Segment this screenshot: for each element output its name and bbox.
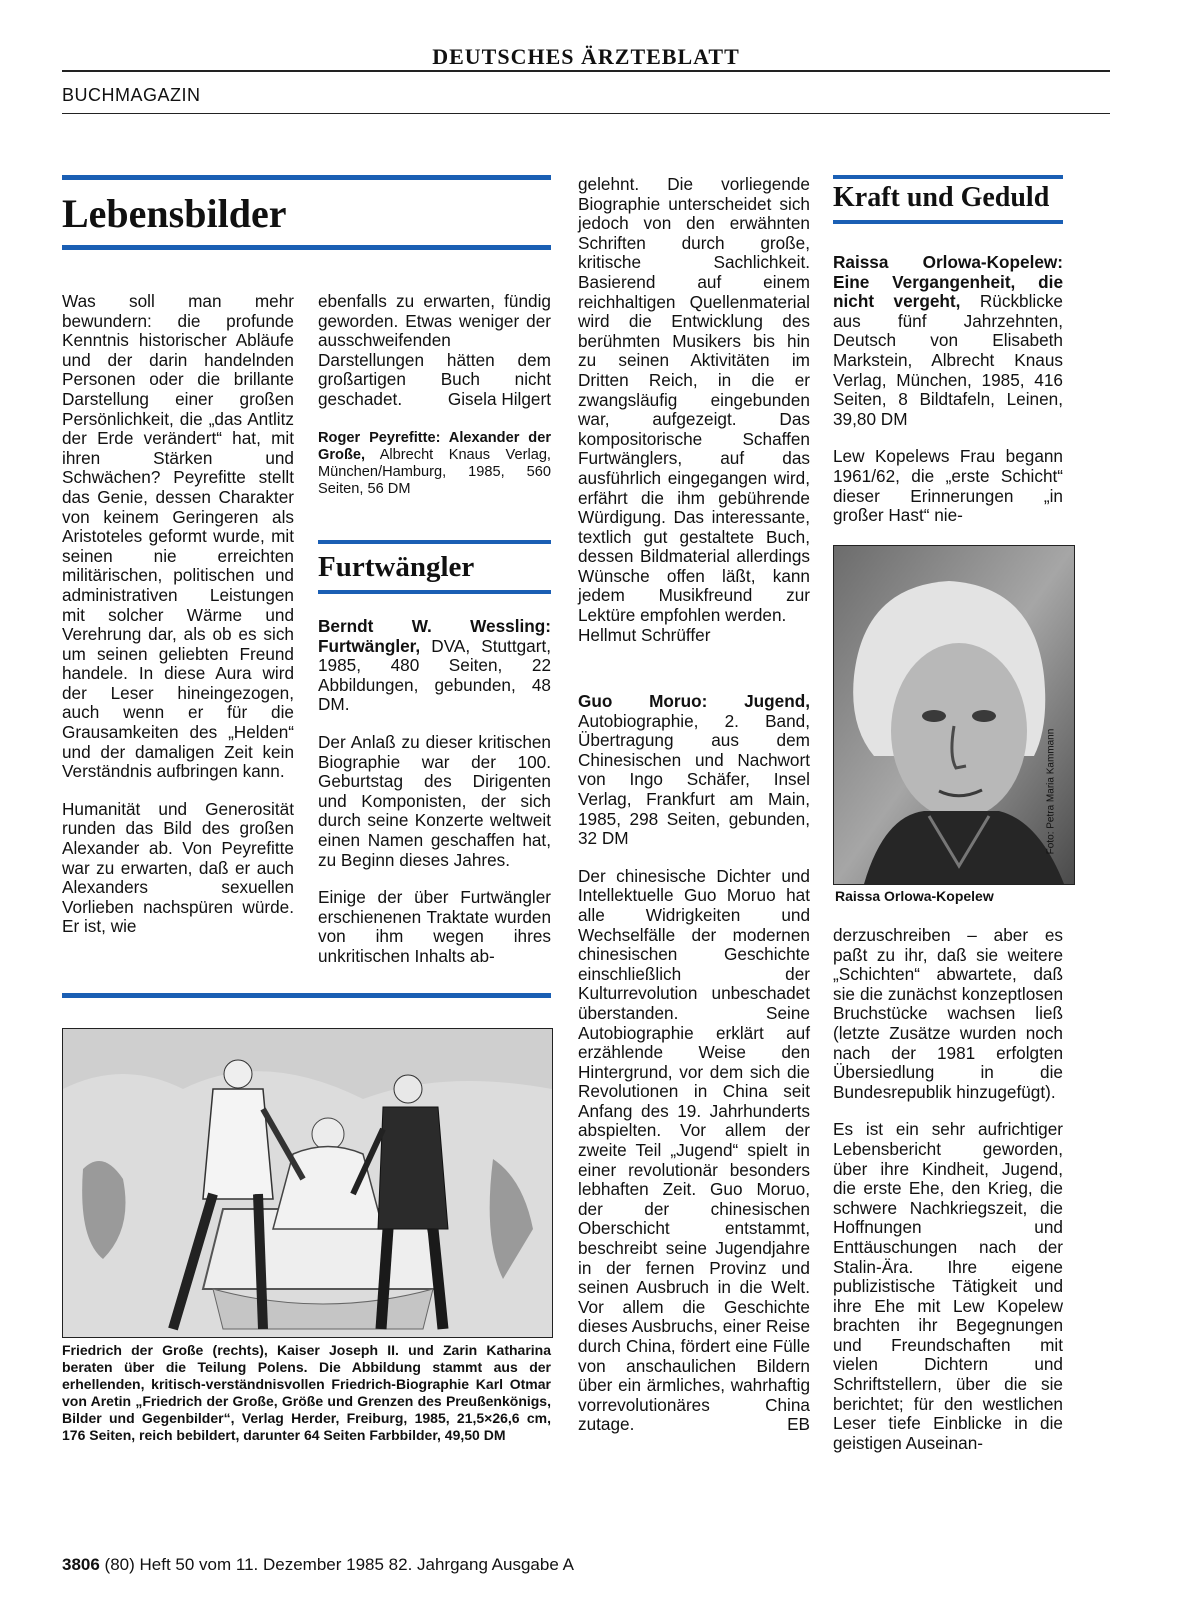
kraft-bar-bottom xyxy=(833,220,1063,224)
guo-column xyxy=(578,692,810,1435)
page-number: 3806 xyxy=(62,1555,100,1574)
kraft-paragraph-2: derzuschreiben – aber es paßt zu ihr, daß sie weitere „Schichten“ abwartete, daß sie die zunächst konzeptlosen Bruchstücke wachsen ließ (letzte Zusätze wurden noch nach der 1981 erfolgten Übersiedlung in die Bundesrepublik hinzugefügt). xyxy=(833,925,1063,1102)
guo-bib-title: Guo Moruo: Jugend, xyxy=(578,691,810,711)
section-label: BUCHMAGAZIN xyxy=(62,85,201,105)
header-rule-bottom xyxy=(62,113,1110,114)
lebensbilder-paragraph-3: ebenfalls zu erwarten, fündig geworden. Etwas weniger der ausschweifenden Darstellungen hätten dem großartigen Buch nicht geschadet. xyxy=(318,291,551,409)
illustration-frame xyxy=(62,1028,553,1338)
kraft-bar-top xyxy=(833,175,1063,179)
kraft-bibliography xyxy=(833,253,1063,429)
lebensbilder-bibliography xyxy=(318,430,551,498)
guo-bibliography xyxy=(578,692,810,849)
lebensbilder-title: Lebensbilder xyxy=(62,191,287,236)
lebensbilder-bib-title: Roger Peyrefitte: Alexander der Große, xyxy=(318,429,551,463)
masthead: DEUTSCHES ÄRZTEBLATT xyxy=(432,44,740,69)
furtwaengler-bib-title: Berndt W. Wessling: Furtwängler, xyxy=(318,616,551,656)
furtwaengler-bib-details: DVA, Stuttgart, 1985, 480 Seiten, 22 Abbildungen, gebunden, 48 DM. xyxy=(318,635,551,715)
kraft-title: Kraft und Geduld xyxy=(833,182,1050,213)
furtwaengler-title: Furtwängler xyxy=(318,551,475,583)
header-rule-top xyxy=(62,70,1110,72)
kraft-paragraph-1: Lew Kopelews Frau begann 1961/62, die „erste Schicht“ dieser Erinnerungen „in großer Hast“ nie- xyxy=(833,446,1063,526)
furtwaengler-column-continued xyxy=(578,175,810,645)
lebensbilder-column-2 xyxy=(318,292,551,498)
kraft-column-top xyxy=(833,253,1063,526)
guo-signature: EB xyxy=(787,1414,810,1435)
kraft-bib-title: Raissa Orlowa-Kopelew: Eine Vergangenheit, die nicht vergeht, xyxy=(833,252,1063,312)
furtwaengler-paragraph-1: Der Anlaß zu dieser kritischen Biographie war der 100. Geburtstag des Dirigenten und Komponisten, der sich durch seine Konzerte weltweit einen Namen geschaffen hat, zu Beginn dieses Jahres. xyxy=(318,731,551,870)
lebensbilder-paragraph-1: Was soll man mehr bewundern: die profunde Kenntnis historischer Abläufe und der darin handelnden Personen oder die brillante Darstellung einer großen Persönlichkeit, die „das Antlitz der Erde verändert“ hat, mit ihren Stärken und Schwächen? Peyrefitte stellt das Genie, dessen Charakter von keinem Geringeren als Aristoteles geformt wurde, mit seinen nie erreichten militärischen, politischen und administrativen Leistungen mit solcher Wärme und Verehrung dar, als ob es sich um seinen geliebten Freund handele. In diese Aura wird der Leser hineingezogen, auch wenn er für die Grausamkeiten des „Helden“ und der damaligen Zeit kein Verständnis aufbringen kann. xyxy=(62,291,294,782)
kraft-column-bottom xyxy=(833,926,1063,1453)
furtwaengler-paragraph-2: Einige der über Furtwängler erschienenen Traktate wurden von ihm wegen ihres unkritischen Inhalts ab- xyxy=(318,887,551,966)
portrait-caption: Raissa Orlowa-Kopelew xyxy=(835,888,994,904)
lebensbilder-bib-details: Albrecht Knaus Verlag, München/Hamburg, 1985, 560 Seiten, 56 DM xyxy=(318,446,551,497)
illustration-image xyxy=(63,1029,552,1337)
lebensbilder-bar-top xyxy=(62,175,551,180)
footer xyxy=(62,1555,574,1575)
illustration-bar xyxy=(62,993,551,998)
furtwaengler-signature: Hellmut Schrüffer xyxy=(578,624,711,645)
lebensbilder-signature: Gisela Hilgert xyxy=(447,388,551,409)
photo-credit: Foto: Petra Maria Kammann xyxy=(1045,728,1057,855)
issue-info: (80) Heft 50 vom 11. Dezember 1985 82. Jahrgang Ausgabe A xyxy=(99,1555,574,1574)
lebensbilder-bar-bottom xyxy=(62,245,551,250)
furtwaengler-bibliography xyxy=(318,617,551,715)
illustration-caption: Friedrich der Große (rechts), Kaiser Joseph II. und Zarin Katharina beraten über die Teilung Polens. Die Abbildung stammt aus der erhellenden, kritisch-verständnisvollen Friedrich-Biographie Karl Otmar von Aretin „Friedrich der Große, Größe und Grenzen des Preußenkönigs, Bilder und Gegenbilder“, Verlag Herder, Freiburg, 1985, 21,5×26,6 cm, 176 Seiten, reich bebildert, darunter 64 Seiten Farbbilder, 49,50 DM xyxy=(62,1342,551,1443)
portrait-photo xyxy=(833,545,1075,885)
guo-bib-details: Autobiographie, 2. Band, Übertragung aus dem Chinesischen und Nachwort von Ingo Schäfer, Insel Verlag, Frankfurt am Main, 1985, 298 Seiten, gebunden, 32 DM xyxy=(578,710,810,849)
furtwaengler-column xyxy=(318,617,551,967)
furtwaengler-bar-bottom xyxy=(318,590,551,594)
kraft-bib-details: Rückblicke aus fünf Jahrzehnten, Deutsch von Elisabeth Markstein, Albrecht Knaus Verlag, München, 1985, 416 Seiten, 8 Bildtafeln, Leinen, 39,80 DM xyxy=(833,291,1063,429)
lebensbilder-paragraph-2: Humanität und Generosität runden das Bild des großen Alexander ab. Von Peyrefitte war zu erwarten, daß er auch Alexanders sexuellen Vorlieben nachspüren würde. Er ist, wie xyxy=(62,798,294,937)
lebensbilder-column-1 xyxy=(62,292,294,937)
furtwaengler-paragraph-3: gelehnt. Die vorliegende Biographie unterscheidet sich jedoch von den erwähnten Schriften durch große, kritische Sachlichkeit. Basierend auf einem reichhaltigen Quellenmaterial wird die Entwicklung des berühmten Musikers bis hin zu seinen Aktivitäten im Dritten Reich, in die er zwangsläufig eingebunden war, aufgezeigt. Das kompositorische Schaffen Furtwänglers, auf das ausführlich eingegangen wird, erfährt die ihm gebührende Würdigung. Das interessante, textlich gut gestaltete Buch, dessen Bildmaterial allerdings Wünsche offen läßt, kann jedem Musikfreund zur Lektüre empfohlen werden. xyxy=(578,174,810,626)
furtwaengler-bar-top xyxy=(318,540,551,544)
guo-paragraph-1: Der chinesische Dichter und Intellektuelle Guo Moruo hat alle Widrigkeiten und Wechselfälle der modernen chinesischen Geschichte einschließlich der Kulturrevolution unbeschadet überstanden. Seine Autobiographie erklärt auf erzählende Weise den Hintergrund, vor dem sich die Revolutionen in China seit Anfang des 19. Jahrhunderts abspielten. Vor allem der zweite Teil „Jugend“ spielt in einer revolutionär besonders lebhaften Zeit. Guo Moruo, der der chinesischen Oberschicht entstammt, beschreibt seine Jugendjahre in der fernen Provinz und seinen Ausbruch in die Welt. Vor allem die Geschichte dieses Ausbruchs, einer Reise durch China, fördert eine Fülle von anschaulichen Bildern über ein ärmliches, wahrhaftig vorrevolutionäres China zutage. xyxy=(578,865,810,1435)
portrait-image xyxy=(834,546,1074,884)
kraft-paragraph-3: Es ist ein sehr aufrichtiger Lebensbericht geworden, über ihre Kindheit, Jugend, die erste Ehe, den Krieg, die schwere Nachkriegszeit, die Hoffnungen und Enttäuschungen nach der Stalin-Ära. Ihre eigene publizistische Tätigkeit und ihre Ehe mit Lew Kopelew brachten ihr Begegnungen und Freundschaften mit vielen Dichtern und Schriftstellern, über die sie berichtet; für den westlichen Leser tiefe Einblicke in die geistigen Auseinan- xyxy=(833,1119,1063,1453)
